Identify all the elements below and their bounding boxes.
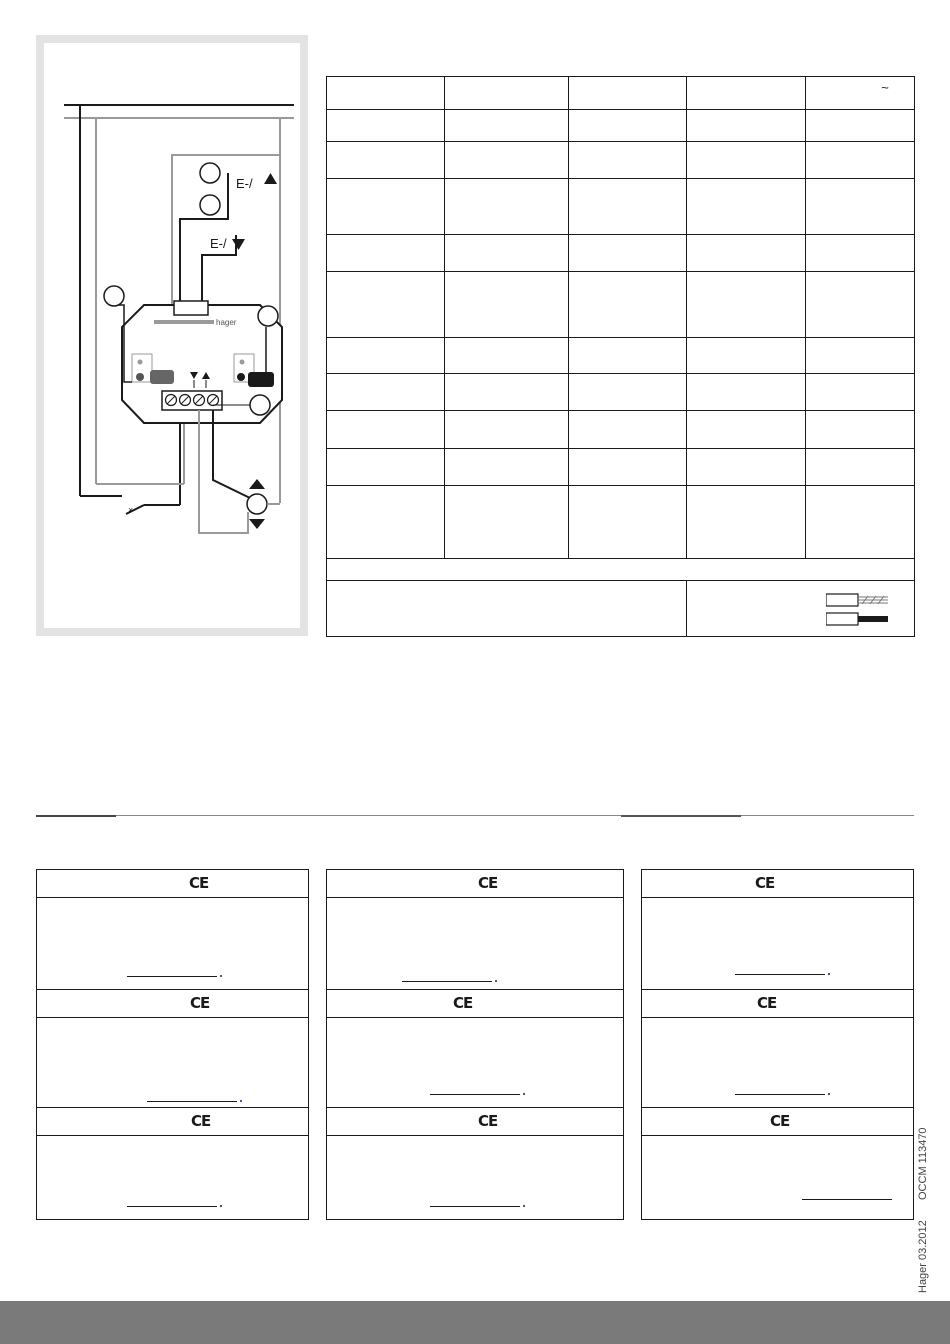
pushbutton-down-symbol: E-/ (210, 236, 227, 251)
declaration-column-1 (36, 869, 309, 1220)
ce-mark-icon: CE (755, 874, 775, 892)
declaration-body (37, 1018, 308, 1108)
declaration-body (37, 898, 308, 990)
pushbutton-up-symbol: E-/ (236, 176, 253, 191)
table-row (327, 338, 915, 374)
ce-mark-icon: CE (478, 1112, 498, 1130)
declaration-header (642, 870, 913, 898)
signature-line (735, 974, 825, 975)
signature-line (802, 1199, 892, 1200)
signature-line (127, 976, 217, 977)
ac-supply-symbol: ~ (881, 80, 889, 95)
declaration-header (37, 1108, 308, 1136)
wiring-diagram-panel (36, 35, 308, 636)
declaration-header (327, 1108, 623, 1136)
declaration-column-2 (326, 869, 624, 1220)
edition-date: Hager 03.2012 (917, 1220, 929, 1293)
specification-table (326, 76, 915, 637)
motor-symbol (247, 494, 267, 514)
right-led (248, 372, 274, 387)
label-circle-5 (250, 395, 270, 415)
declaration-column-3 (641, 869, 914, 1220)
declaration-body (327, 898, 623, 990)
up-arrow-icon (264, 173, 277, 184)
brand-label: hager (216, 318, 237, 327)
document-code: OCCM 113470 (917, 1127, 929, 1200)
ce-mark-icon: CE (190, 994, 210, 1012)
table-row (327, 559, 915, 581)
signature-line (430, 1094, 520, 1095)
table-row (327, 411, 915, 449)
declaration-header (37, 990, 308, 1018)
declaration-header (327, 870, 623, 898)
table-row (327, 449, 915, 486)
declaration-body (642, 1018, 913, 1108)
signature-line (402, 981, 492, 982)
stripped-cable-icon (826, 589, 890, 627)
separator-accent-right (621, 815, 741, 817)
table-row (327, 142, 915, 179)
declaration-body (327, 1018, 623, 1108)
section-separator (36, 815, 914, 816)
label-circle-2 (200, 195, 220, 215)
signature-line (127, 1206, 217, 1207)
motor-up-arrow-icon (249, 479, 265, 489)
declaration-header (327, 990, 623, 1018)
ce-mark-icon: CE (757, 994, 777, 1012)
wiring-diagram (44, 43, 300, 628)
label-circle-4 (258, 306, 278, 326)
declaration-header (37, 870, 308, 898)
motor-down-arrow-icon (249, 519, 265, 529)
ce-mark-icon: CE (770, 1112, 790, 1130)
table-row (327, 235, 915, 272)
table-row (327, 77, 915, 110)
ce-mark-icon: CE (189, 874, 209, 892)
footer-bar (0, 1301, 950, 1344)
down-arrow-icon (232, 239, 245, 250)
declaration-header (642, 990, 913, 1018)
declaration-body (37, 1136, 308, 1219)
signature-line (147, 1101, 237, 1102)
label-circle-3 (104, 286, 124, 306)
label-circle-1 (200, 163, 220, 183)
table-row (327, 486, 915, 559)
signature-line (735, 1094, 825, 1095)
declaration-body (642, 898, 913, 990)
separator-accent-left (36, 815, 116, 817)
table-row (327, 272, 915, 338)
ce-mark-icon: CE (478, 874, 498, 892)
left-led (150, 370, 174, 384)
module-brand-bar (154, 320, 214, 324)
ce-mark-icon: CE (191, 1112, 211, 1130)
table-row (327, 581, 915, 637)
module-input-terminal (174, 301, 208, 315)
table-row (327, 110, 915, 142)
svg-text:×: × (128, 505, 134, 515)
table-row (327, 374, 915, 411)
table-row (327, 179, 915, 235)
ce-mark-icon: CE (453, 994, 473, 1012)
signature-line (430, 1206, 520, 1207)
declaration-header (642, 1108, 913, 1136)
declaration-body (642, 1136, 913, 1219)
declaration-body (327, 1136, 623, 1219)
